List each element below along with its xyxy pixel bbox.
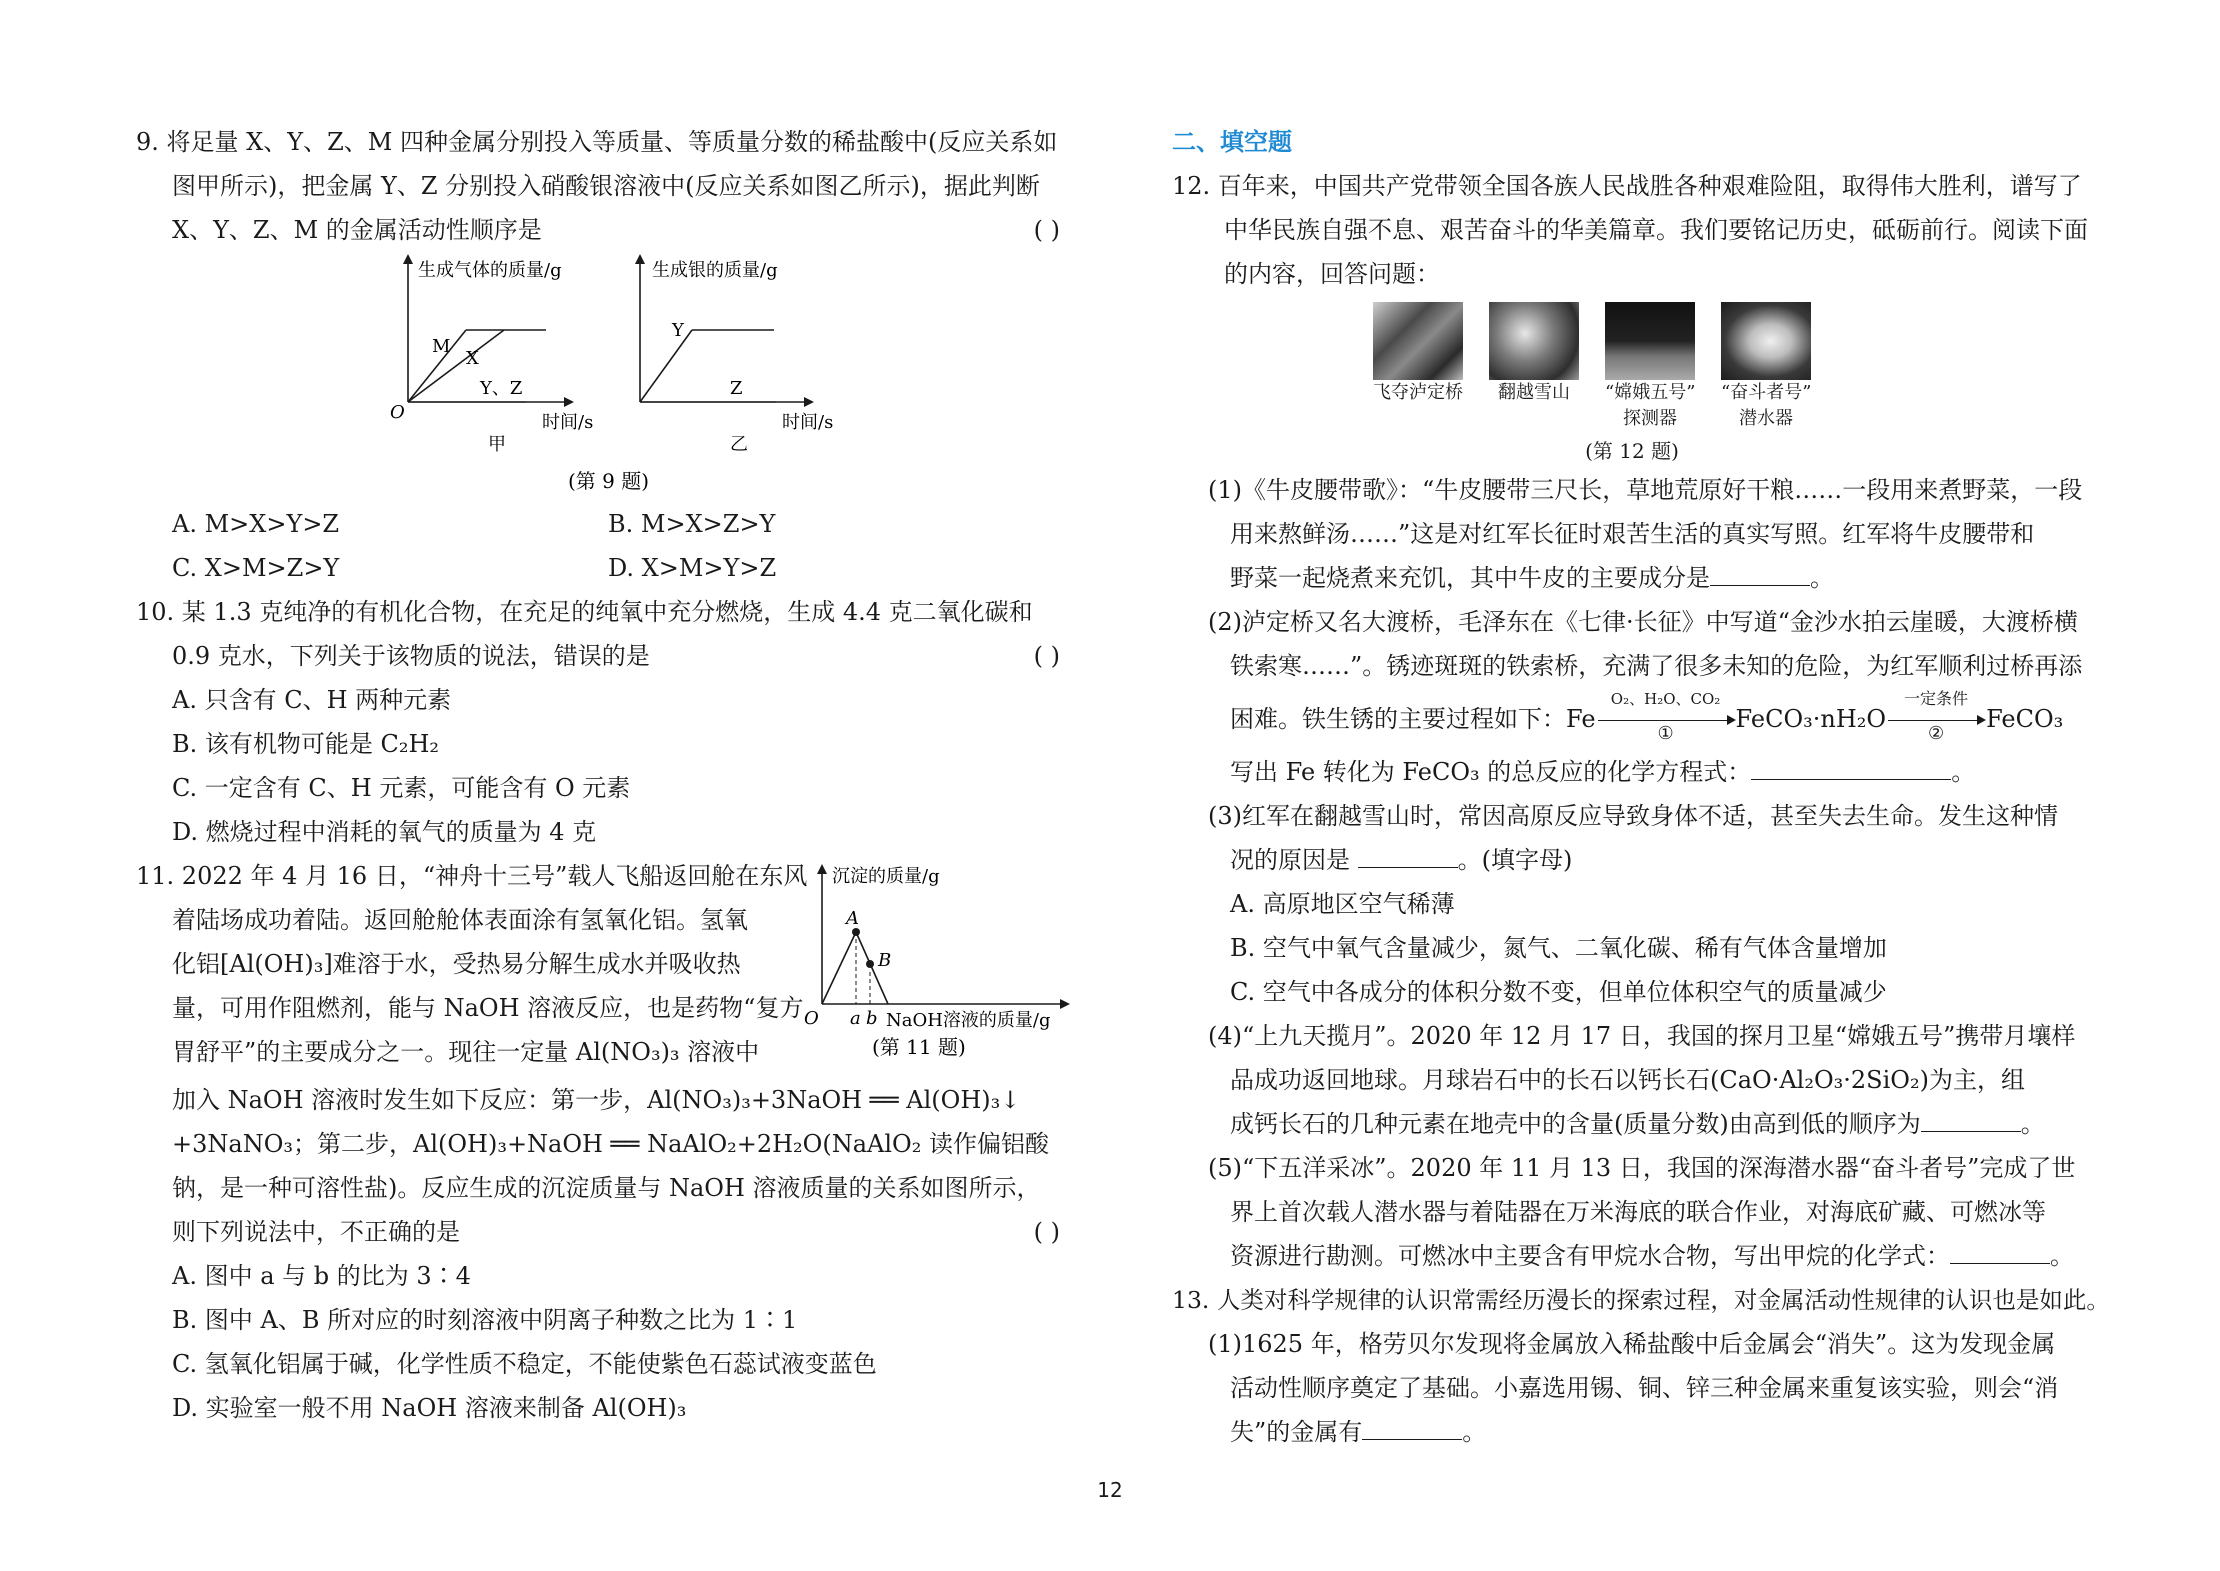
q12-photo-1-caption: 飞夺泸定桥 bbox=[1373, 382, 1463, 403]
q9b-xlabel: 时间/s bbox=[782, 412, 834, 433]
q10-line-2 bbox=[136, 634, 1060, 678]
q11-line-9 bbox=[136, 1210, 1060, 1254]
q12-p4-answer-blank[interactable] bbox=[1921, 1103, 2021, 1132]
q11-line-5: 胃舒平”的主要成分之一。现往一定量 Al(NO₃)₃ 溶液中 bbox=[172, 1038, 760, 1066]
q12-eq-prefix: 困难。铁生锈的主要过程如下：Fe bbox=[1230, 705, 1596, 733]
q9-graph-a bbox=[390, 254, 593, 455]
q12-p5-line-2: 界上首次载人潜水器与着陆器在万米海底的联合作业，对海底矿藏、可燃冰等 bbox=[1230, 1198, 2046, 1226]
q9-option-d[interactable]: D. X>M>Y>Z bbox=[608, 554, 777, 582]
q12-eq-arrow-2-top: 一定条件 bbox=[1904, 688, 1969, 708]
q12-p1-line-1: (1)《牛皮腰带歌》：“牛皮腰带三尺长，草地荒原好干粮……一段用来煮野菜，一段 bbox=[1208, 476, 2083, 504]
q11-option-a[interactable]: A. 图中 a 与 b 的比为 3∶4 bbox=[172, 1262, 471, 1290]
q11-tick-a: a bbox=[850, 1008, 861, 1029]
q9-options-cd bbox=[136, 546, 1060, 590]
q11-point-a-dot bbox=[852, 928, 860, 936]
q9-option-b[interactable]: B. M>X>Z>Y bbox=[608, 510, 776, 538]
q9b-ylabel: 生成银的质量/g bbox=[652, 260, 778, 281]
q11-origin: O bbox=[804, 1008, 819, 1029]
q12-p4-line-3: 成钙长石的几种元素在地壳中的含量(质量分数)由高到低的顺序为 。 bbox=[1172, 1102, 2092, 1146]
q11-line-1: 11. 2022 年 4 月 16 日，“神舟十三号”载人飞船返回舱在东风 bbox=[136, 862, 808, 890]
q12-p3-line-1: (3)红军在翻越雪山时，常因高原反应导致身体不适，甚至失去生命。发生这种情 bbox=[1208, 802, 2058, 830]
q12-p5-line-3: 资源进行勘测。可燃冰中主要含有甲烷水合物，写出甲烷的化学式： 。 bbox=[1172, 1234, 2092, 1278]
q12-p3-option-a[interactable]: A. 高原地区空气稀薄 bbox=[1230, 890, 1455, 918]
q9b-label-z: Z bbox=[730, 378, 743, 399]
q12-p3-answer-blank[interactable] bbox=[1358, 839, 1458, 868]
q12-photo-3-image bbox=[1605, 302, 1695, 380]
q11-line-2: 着陆场成功着陆。返回舱舱体表面涂有氢氧化铝。氢氧 bbox=[172, 906, 748, 934]
question-13 bbox=[1172, 1278, 2110, 1454]
q10-answer-paren[interactable]: ( ) bbox=[1033, 642, 1060, 670]
q12-p2-equation bbox=[1172, 688, 2092, 750]
q12-p1-line-3-text: 野菜一起烧煮来充饥，其中牛皮的主要成分是 bbox=[1230, 564, 1710, 592]
q9-option-a[interactable]: A. M>X>Y>Z bbox=[172, 510, 340, 538]
q11-x-arrow bbox=[1060, 999, 1070, 1009]
q9-line-1: 9. 将足量 X、Y、Z、M 四种金属分别投入等质量、等质量分数的稀盐酸中(反应关系如 bbox=[136, 128, 1058, 156]
q12-p4-line-3-text: 成钙长石的几种元素在地壳中的含量(质量分数)由高到低的顺序为 bbox=[1230, 1110, 1921, 1138]
q9a-ylabel: 生成气体的质量/g bbox=[418, 260, 562, 281]
q12-eq-arrow-2-line bbox=[1888, 720, 1978, 721]
q11-line-8: 钠，是一种可溶性盐)。反应生成的沉淀质量与 NaOH 溶液质量的关系如图所示， bbox=[172, 1174, 1041, 1202]
right-column bbox=[1172, 120, 2110, 1454]
q12-eq-arrow-1-line bbox=[1598, 720, 1728, 721]
q12-photo-4 bbox=[1721, 302, 1811, 432]
section-title: 二、填空题 bbox=[1172, 128, 1292, 156]
q10-option-a[interactable]: A. 只含有 C、H 两种元素 bbox=[172, 686, 452, 714]
q9-options-ab bbox=[136, 502, 1060, 546]
q12-p5-answer-blank[interactable] bbox=[1950, 1235, 2050, 1264]
q11-line-4: 量，可用作阻燃剂，能与 NaOH 溶液反应，也是药物“复方 bbox=[172, 994, 804, 1022]
q10-option-c[interactable]: C. 一定含有 C、H 元素，可能含有 O 元素 bbox=[172, 774, 631, 802]
q12-photo-3 bbox=[1605, 302, 1695, 432]
q9-chart-svg bbox=[136, 252, 1060, 502]
question-10 bbox=[136, 590, 1060, 854]
q11-option-b[interactable]: B. 图中 A、B 所对应的时刻溶液中阴离子种数之比为 1∶1 bbox=[172, 1306, 798, 1334]
q9-figure bbox=[136, 252, 1060, 502]
q12-p5-line-1: (5)“下五洋采冰”。2020 年 11 月 13 日，我国的深海潜水器“奋斗者号”完成了世 bbox=[1208, 1154, 2076, 1182]
q13-p1-answer-blank[interactable] bbox=[1362, 1411, 1462, 1440]
q12-p1-answer-blank[interactable] bbox=[1710, 557, 1810, 586]
q10-option-d[interactable]: D. 燃烧过程中消耗的氧气的质量为 4 克 bbox=[172, 818, 597, 846]
question-12 bbox=[1172, 164, 2092, 1278]
q11-point-a: A bbox=[846, 908, 859, 929]
q11-rise-line bbox=[822, 932, 856, 1004]
q12-photo-row bbox=[1332, 302, 1852, 432]
q12-eq-arrow-1-top: O₂、H₂O、CO₂ bbox=[1610, 689, 1721, 708]
left-column bbox=[136, 120, 1060, 1430]
q9b-line-y bbox=[640, 330, 692, 402]
question-9 bbox=[136, 120, 1060, 590]
question-11 bbox=[136, 854, 1060, 1430]
q12-photo-2 bbox=[1489, 302, 1579, 432]
q12-p5-line-3-text: 资源进行勘测。可燃冰中主要含有甲烷水合物，写出甲烷的化学式： bbox=[1230, 1242, 1950, 1270]
q13-p1-line-3: 失”的金属有 。 bbox=[1172, 1410, 2092, 1454]
q12-photo-1-image bbox=[1373, 302, 1463, 380]
q13-line-1: 13. 人类对科学规律的认识常需经历漫长的探索过程，对金属活动性规律的认识也是如此。 bbox=[1172, 1286, 2110, 1314]
q11-option-c[interactable]: C. 氢氧化铝属于碱，化学性质不稳定，不能使紫色石蕊试液变蓝色 bbox=[172, 1350, 877, 1378]
q12-p3-option-c[interactable]: C. 空气中各成分的体积分数不变，但单位体积空气的质量减少 bbox=[1230, 978, 1887, 1006]
q9-line-3 bbox=[136, 208, 1060, 252]
q9-line-2: 图甲所示)，把金属 Y、Z 分别投入硝酸银溶液中(反应关系如图乙所示)，据此判断 bbox=[172, 172, 1040, 200]
q10-line-1: 10. 某 1.3 克纯净的有机化合物，在充足的纯氧中充分燃烧，生成 4.4 克二氧化碳和 bbox=[136, 598, 1033, 626]
q11-tick-b: b bbox=[866, 1008, 878, 1029]
q12-line-2: 中华民族自强不息、艰苦奋斗的华美篇章。我们要铭记历史，砥砺前行。阅读下面 bbox=[1224, 216, 2088, 244]
q11-y-arrow bbox=[817, 864, 827, 874]
q13-p1-line-2: 活动性顺序奠定了基础。小嘉选用锡、铜、锌三种金属来重复该实验，则会“消 bbox=[1230, 1374, 2059, 1402]
q11-line-3: 化铝[Al(OH)₃]难溶于水，受热易分解生成水并吸收热 bbox=[172, 950, 741, 978]
q9-graph-b bbox=[635, 254, 833, 455]
q12-caption: (第 12 题) bbox=[1585, 439, 1679, 463]
q12-p2-answer-blank[interactable] bbox=[1751, 751, 1951, 780]
q11-option-d[interactable]: D. 实验室一般不用 NaOH 溶液来制备 Al(OH)₃ bbox=[172, 1394, 687, 1422]
q12-photo-4-image bbox=[1721, 302, 1811, 380]
q12-p3-line-2 bbox=[1172, 838, 2092, 882]
q12-p1-line-2: 用来熬鲜汤……”这是对红军长征时艰苦生活的真实写照。红军将牛皮腰带和 bbox=[1230, 520, 2035, 548]
q12-p2-line-2: 铁索寒……”。锈迹斑斑的铁索桥，充满了很多未知的危险，为红军顺利过桥再添 bbox=[1230, 652, 2083, 680]
q12-p2-last-text: 写出 Fe 转化为 FeCO₃ 的总反应的化学方程式： bbox=[1230, 758, 1752, 786]
q9a-y-arrow bbox=[403, 254, 413, 264]
q10-line-2-text: 0.9 克水，下列关于该物质的说法，错误的是 bbox=[172, 642, 650, 670]
q12-p3-tail: 。(填字母) bbox=[1457, 846, 1573, 874]
q9a-x-arrow bbox=[564, 397, 574, 407]
q11-answer-paren[interactable]: ( ) bbox=[1033, 1218, 1060, 1246]
q9-answer-paren[interactable]: ( ) bbox=[1033, 216, 1060, 244]
q12-p3-option-b[interactable]: B. 空气中氧气含量减少，氮气、二氧化碳、稀有气体含量增加 bbox=[1230, 934, 1887, 962]
q12-p2-last: 写出 Fe 转化为 FeCO₃ 的总反应的化学方程式： 。 bbox=[1172, 750, 2092, 794]
q13-p1-line-1: (1)1625 年，格劳贝尔发现将金属放入稀盐酸中后金属会“消失”。这为发现金属 bbox=[1208, 1330, 2056, 1358]
q10-option-b[interactable]: B. 该有机物可能是 C₂H₂ bbox=[172, 730, 440, 758]
q12-eq-end: FeCO₃ bbox=[1986, 705, 2064, 733]
q11-chart-svg bbox=[802, 854, 1072, 1064]
q12-eq-arrow-1 bbox=[1596, 689, 1736, 744]
q12-p2-line-1: (2)泸定桥又名大渡桥，毛泽东在《七律·长征》中写道“金沙水拍云崖暖，大渡桥横 bbox=[1208, 608, 2078, 636]
q11-xlabel: NaOH溶液的质量/g bbox=[886, 1010, 1051, 1031]
q9b-label-y: Y bbox=[672, 320, 684, 341]
q11-caption: (第 11 题) bbox=[872, 1035, 966, 1059]
q9a-label-x: X bbox=[466, 348, 479, 369]
q11-point-b-dot bbox=[866, 960, 874, 968]
q12-photo-4-caption-2: 潜水器 bbox=[1739, 408, 1793, 429]
q12-photo-3-caption-1: “嫦娥五号” bbox=[1605, 382, 1696, 403]
q9b-x-arrow bbox=[804, 397, 814, 407]
q12-p3-line-2-text: 况的原因是 bbox=[1230, 846, 1350, 874]
q9a-xlabel: 时间/s bbox=[542, 412, 594, 433]
q12-eq-arrow-1-bottom: ① bbox=[1657, 722, 1674, 744]
q12-line-3: 的内容，回答问题： bbox=[1224, 260, 1440, 288]
q12-photo-2-image bbox=[1489, 302, 1579, 380]
q12-photo-3-caption-2: 探测器 bbox=[1623, 408, 1677, 429]
q11-point-b: B bbox=[878, 950, 892, 971]
q12-eq-mid: FeCO₃·nH₂O bbox=[1735, 705, 1887, 733]
q11-ylabel: 沉淀的质量/g bbox=[832, 866, 940, 887]
q9-option-c[interactable]: C. X>M>Z>Y bbox=[172, 554, 340, 582]
q9b-y-arrow bbox=[635, 254, 645, 264]
q9a-sub: 甲 bbox=[488, 434, 506, 455]
q11-line-6: 加入 NaOH 溶液时发生如下反应：第一步，Al(NO₃)₃+3NaOH ══ Al(OH)₃↓ bbox=[172, 1086, 1021, 1114]
q12-eq-arrow-2-bottom: ② bbox=[1927, 722, 1945, 744]
q12-p4-line-1: (4)“上九天揽月”。2020 年 12 月 17 日，我国的探月卫星“嫦娥五号”携带月壤样 bbox=[1208, 1022, 2076, 1050]
q11-line-7: +3NaNO₃；第二步，Al(OH)₃+NaOH ══ NaAlO₂+2H₂O(NaAlO₂ 读作偏铝酸 bbox=[172, 1130, 1049, 1158]
q9a-label-m: M bbox=[432, 336, 451, 357]
page-number: 12 bbox=[1097, 1478, 1123, 1502]
q12-photo-2-caption: 翻越雪山 bbox=[1498, 382, 1570, 403]
q9-line-3-text: X、Y、Z、M 的金属活动性顺序是 bbox=[172, 216, 542, 244]
q9a-origin: O bbox=[390, 402, 405, 423]
q9b-sub: 乙 bbox=[730, 434, 748, 455]
q9a-label-yz: Y、Z bbox=[480, 378, 523, 399]
q12-eq-arrow-2 bbox=[1886, 688, 1986, 744]
q11-line-9-text: 则下列说法中，不正确的是 bbox=[172, 1218, 460, 1246]
q13-p1-line-3-text: 失”的金属有 bbox=[1230, 1418, 1363, 1446]
q12-p1-line-3: 野菜一起烧煮来充饥，其中牛皮的主要成分是 。 bbox=[1172, 556, 2092, 600]
q12-photo-1 bbox=[1373, 302, 1463, 432]
q12-p4-line-2: 品成功返回地球。月球岩石中的长石以钙长石(CaO·Al₂O₃·2SiO₂)为主，组 bbox=[1230, 1066, 2025, 1094]
q9-caption: (第 9 题) bbox=[568, 469, 650, 493]
q12-photo-4-caption-1: “奋斗者号” bbox=[1721, 382, 1812, 403]
q12-line-1: 12. 百年来，中国共产党带领全国各族人民战胜各种艰难险阻，取得伟大胜利，谱写了 bbox=[1172, 172, 2082, 200]
